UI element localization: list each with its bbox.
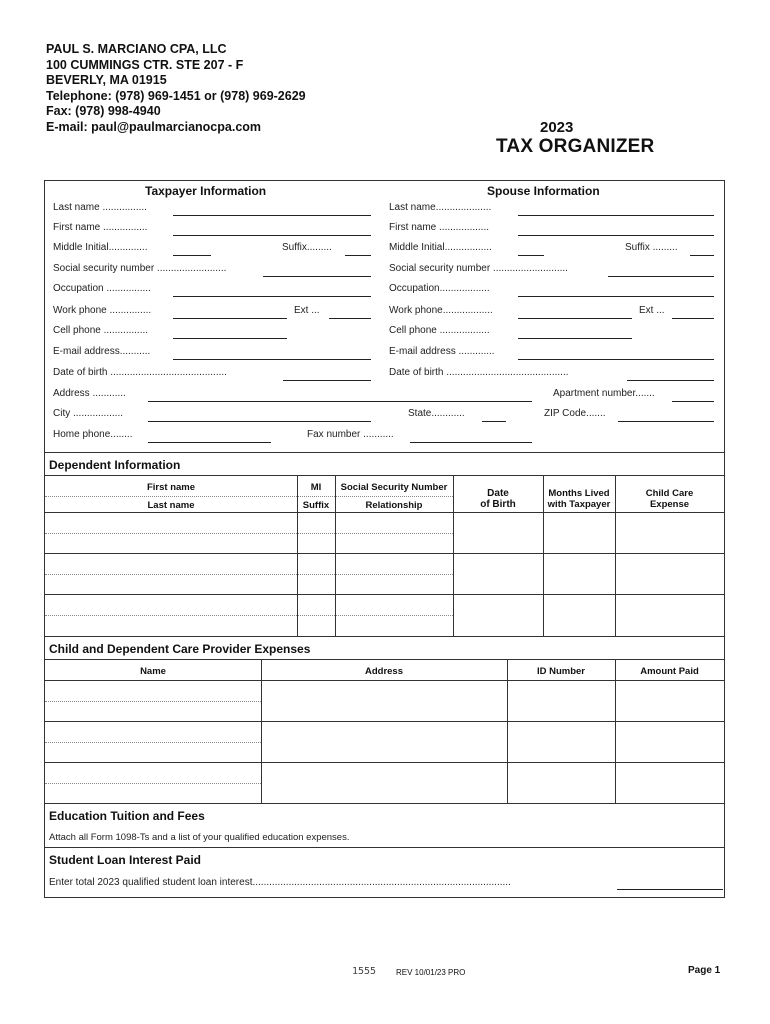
taxpayer-occupation-label: Occupation ................ <box>53 283 151 294</box>
firm-fax: Fax: (978) 998-4940 <box>46 104 161 119</box>
taxpayer-middle-initial-label: Middle Initial.............. <box>53 242 148 253</box>
divider <box>45 680 724 681</box>
state-label: State............ <box>408 408 465 419</box>
dependent-heading: Dependent Information <box>49 458 181 472</box>
dependent-row-3-bottom <box>45 636 724 637</box>
form-code: 1555 <box>352 966 377 977</box>
header-divider <box>45 496 453 497</box>
dep-col-dob <box>453 488 543 510</box>
care-provider-heading: Child and Dependent Care Provider Expenses <box>49 642 311 656</box>
taxpayer-dob-label: Date of birth .......................................... <box>53 367 227 378</box>
column-divider <box>335 475 336 636</box>
taxpayer-email-label: E-mail address........... <box>53 346 151 357</box>
care-col-id: ID Number <box>536 666 586 677</box>
dep-col-first-name: First name <box>146 482 196 493</box>
student-loan-label: Enter total 2023 qualified student loan interest............................................................................................. <box>49 877 511 888</box>
taxpayer-ssn-label: Social security number ......................... <box>53 263 227 274</box>
taxpayer-heading: Taxpayer Information <box>145 184 267 198</box>
address-label: Address ............ <box>53 388 126 399</box>
column-divider <box>261 659 262 803</box>
dep-col-months-line1: Months Lived <box>548 488 610 499</box>
taxpayer-middle-initial-field[interactable] <box>173 255 211 256</box>
spouse-email-field[interactable] <box>518 359 714 360</box>
taxpayer-first-name-label: First name ................ <box>53 222 148 233</box>
taxpayer-ssn-field[interactable] <box>263 276 371 277</box>
spouse-first-name-label: First name .................. <box>389 222 490 233</box>
column-divider <box>615 475 616 636</box>
column-divider <box>507 659 508 803</box>
dependent-row-1-bottom <box>45 553 724 554</box>
row-divider <box>45 574 453 575</box>
apartment-number-field[interactable] <box>672 401 714 402</box>
apartment-number-label: Apartment number....... <box>553 388 655 399</box>
taxpayer-email-field[interactable] <box>173 359 371 360</box>
spouse-ext-field[interactable] <box>672 318 714 319</box>
taxpayer-cell-phone-label: Cell phone ................ <box>53 325 149 336</box>
spouse-middle-initial-field[interactable] <box>518 255 544 256</box>
dep-col-child-care <box>615 488 724 510</box>
taxpayer-last-name-field[interactable] <box>173 215 371 216</box>
education-note: Attach all Form 1098-Ts and a list of your qualified education expenses. <box>49 832 350 843</box>
care-col-address: Address <box>364 666 403 677</box>
divider <box>45 847 724 848</box>
row-divider <box>45 783 261 784</box>
spouse-first-name-field[interactable] <box>518 235 714 236</box>
spouse-suffix-field[interactable] <box>690 255 714 256</box>
spouse-email-label: E-mail address ............. <box>389 346 495 357</box>
dep-col-dob-line1: Date <box>487 488 509 499</box>
row-divider <box>45 533 453 534</box>
student-loan-amount-field[interactable] <box>617 889 723 890</box>
dep-col-care-line1: Child Care <box>645 488 694 499</box>
dep-col-last-name: Last name <box>147 500 195 511</box>
care-row-2-bottom <box>45 762 724 763</box>
spouse-last-name-field[interactable] <box>518 215 714 216</box>
taxpayer-dob-field[interactable] <box>283 380 371 381</box>
organizer-form <box>44 180 725 898</box>
firm-address-line1: 100 CUMMINGS CTR. STE 207 - F <box>46 57 244 72</box>
care-row-1-bottom <box>45 721 724 722</box>
row-divider <box>45 742 261 743</box>
column-divider <box>543 475 544 636</box>
fax-number-label: Fax number ........... <box>307 429 394 440</box>
taxpayer-work-phone-label: Work phone ............... <box>53 305 152 316</box>
spouse-dob-field[interactable] <box>627 380 714 381</box>
education-heading: Education Tuition and Fees <box>49 809 205 823</box>
spouse-middle-initial-label: Middle Initial................. <box>389 242 492 253</box>
revision-label: REV 10/01/23 PRO <box>396 968 466 977</box>
row-divider <box>45 701 261 702</box>
dep-col-dob-line2: of Birth <box>480 499 516 510</box>
spouse-work-phone-field[interactable] <box>518 318 632 319</box>
state-field[interactable] <box>482 421 506 422</box>
firm-header <box>46 42 306 136</box>
spouse-heading: Spouse Information <box>487 184 600 198</box>
spouse-ssn-field[interactable] <box>608 276 714 277</box>
spouse-last-name-label: Last name.................... <box>389 202 492 213</box>
city-label: City .................. <box>53 408 124 419</box>
dep-col-months-lived <box>543 488 615 510</box>
address-field[interactable] <box>148 401 532 402</box>
spouse-work-phone-label: Work phone.................. <box>389 305 493 316</box>
column-divider <box>297 475 298 636</box>
spouse-cell-phone-field[interactable] <box>518 338 632 339</box>
spouse-occupation-label: Occupation.................. <box>389 283 490 294</box>
column-divider <box>615 659 616 803</box>
home-phone-field[interactable] <box>148 442 271 443</box>
taxpayer-cell-phone-field[interactable] <box>173 338 287 339</box>
care-row-3-bottom <box>45 803 724 804</box>
taxpayer-occupation-field[interactable] <box>173 296 371 297</box>
page-number: Page 1 <box>688 965 721 976</box>
divider <box>45 475 724 476</box>
divider <box>45 512 724 513</box>
firm-telephone: Telephone: (978) 969-1451 or (978) 969-2629 <box>46 88 306 103</box>
taxpayer-ext-label: Ext ... <box>294 305 320 316</box>
spouse-occupation-field[interactable] <box>518 296 714 297</box>
column-divider <box>453 475 454 636</box>
home-phone-label: Home phone........ <box>53 429 133 440</box>
dep-col-care-line2: Expense <box>649 499 690 510</box>
taxpayer-first-name-field[interactable] <box>173 235 371 236</box>
firm-address-line2: BEVERLY, MA 01915 <box>46 73 167 88</box>
city-field[interactable] <box>148 421 371 422</box>
dep-col-months-line2: with Taxpayer <box>547 499 611 510</box>
dependent-row-2-bottom <box>45 594 724 595</box>
row-divider <box>45 615 453 616</box>
page-title: TAX ORGANIZER <box>496 136 655 157</box>
dep-col-suffix: Suffix <box>302 500 330 511</box>
spouse-ssn-label: Social security number ........................... <box>389 263 568 274</box>
divider <box>45 452 724 453</box>
firm-email: E-mail: paul@paulmarcianocpa.com <box>46 119 262 134</box>
taxpayer-work-phone-field[interactable] <box>173 318 287 319</box>
care-col-amount: Amount Paid <box>640 666 699 677</box>
taxpayer-suffix-field[interactable] <box>345 255 371 256</box>
taxpayer-suffix-label: Suffix......... <box>282 242 332 253</box>
fax-number-field[interactable] <box>410 442 532 443</box>
zip-code-label: ZIP Code....... <box>544 408 606 419</box>
firm-name: PAUL S. MARCIANO CPA, LLC <box>46 42 227 56</box>
dep-col-relationship: Relationship <box>365 500 423 511</box>
divider <box>45 659 724 660</box>
dep-col-ssn: Social Security Number <box>340 482 448 493</box>
spouse-suffix-label: Suffix ......... <box>625 242 678 253</box>
tax-year: 2023 <box>540 119 574 136</box>
dep-col-mi: MI <box>310 482 322 493</box>
zip-code-field[interactable] <box>618 421 714 422</box>
taxpayer-ext-field[interactable] <box>329 318 371 319</box>
student-loan-heading: Student Loan Interest Paid <box>49 853 202 867</box>
spouse-dob-label: Date of birth ............................................ <box>389 367 569 378</box>
taxpayer-last-name-label: Last name ................ <box>53 202 147 213</box>
spouse-ext-label: Ext ... <box>639 305 665 316</box>
care-col-name: Name <box>140 666 166 677</box>
spouse-cell-phone-label: Cell phone .................. <box>389 325 490 336</box>
